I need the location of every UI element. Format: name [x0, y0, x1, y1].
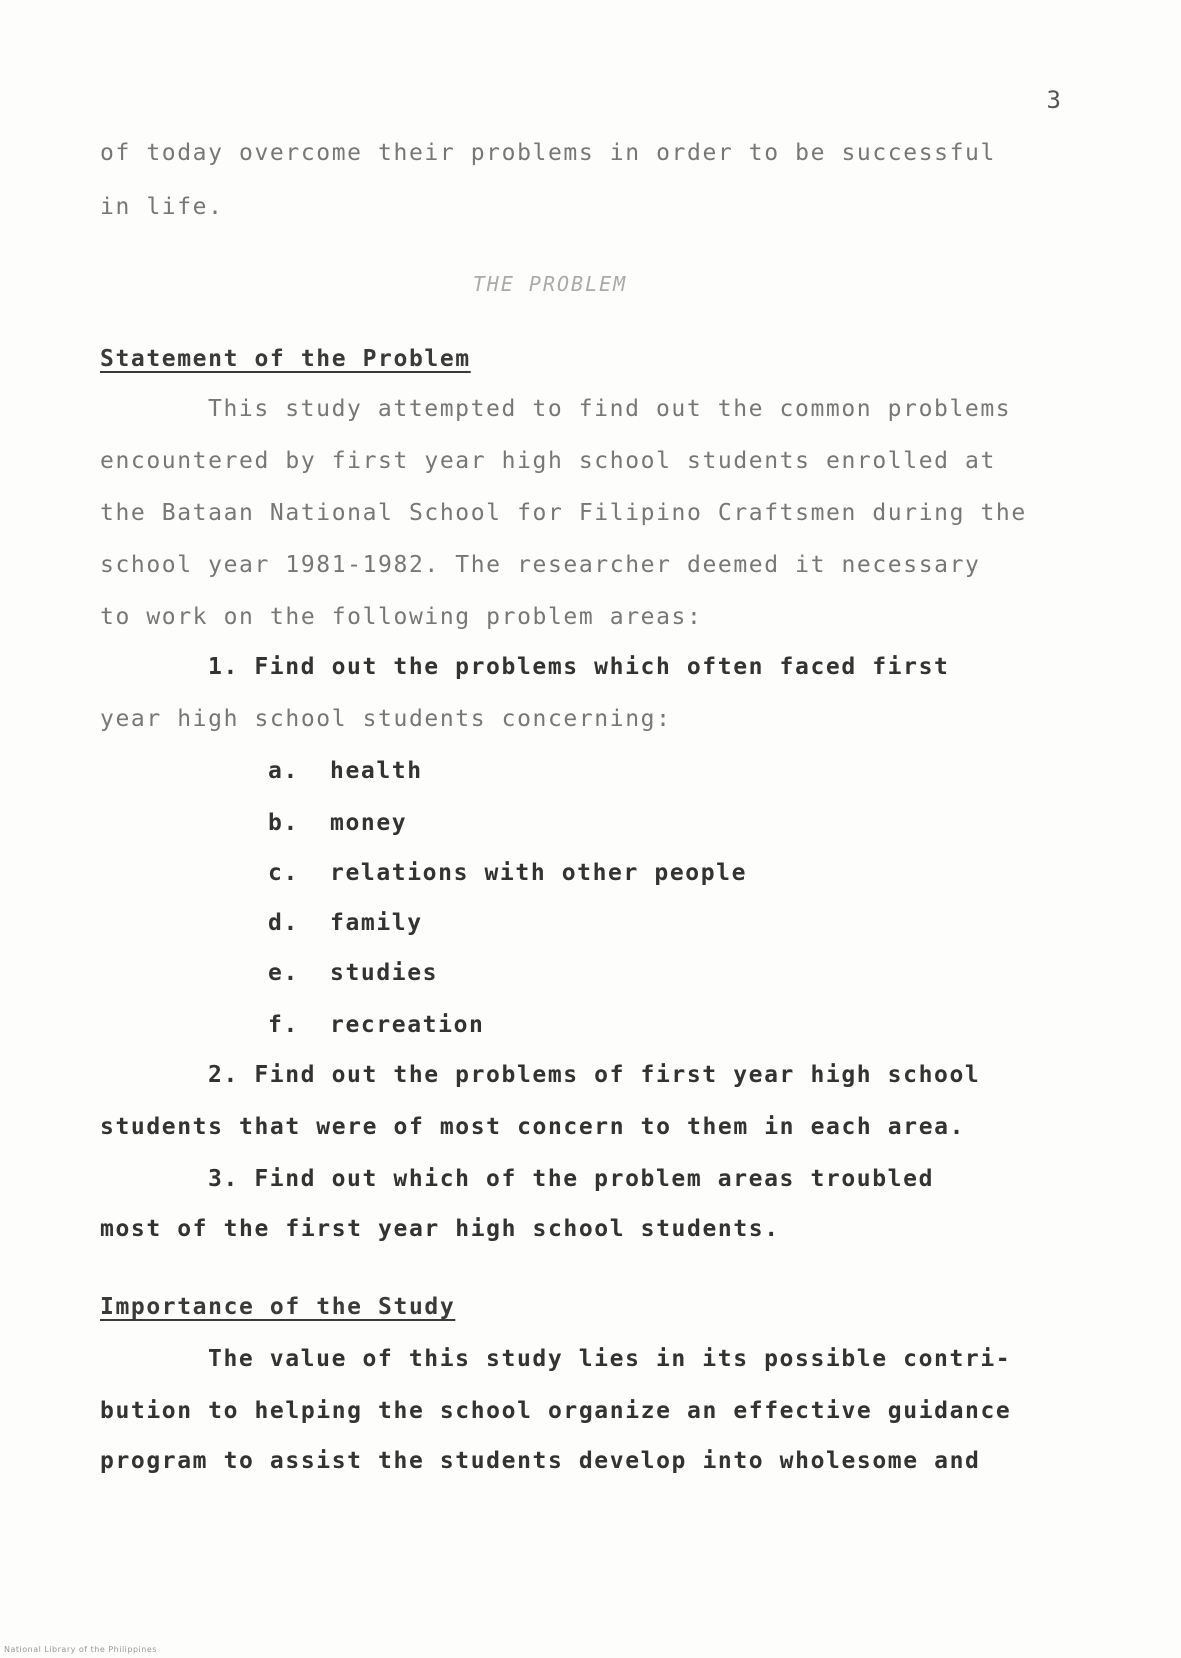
subitem-d [268, 910, 423, 936]
item-1-line-1: 1. Find out the problems which often faced first [208, 654, 950, 680]
statement-heading: Statement of the Problem [100, 346, 471, 372]
importance-heading: Importance of the Study [100, 1294, 456, 1320]
subitem-text: money [330, 810, 408, 836]
subitem-text: family [330, 910, 423, 936]
statement-line-1: This study attempted to find out the common problems [208, 396, 1012, 422]
archive-footer: National Library of the Philippines [4, 1645, 157, 1654]
subitem-letter: a. [268, 758, 299, 784]
subitem-a [268, 758, 423, 784]
importance-line-1: The value of this study lies in its possible contri- [208, 1346, 1012, 1372]
subitem-letter: f. [268, 1012, 299, 1038]
item-3-line-2: most of the first year high school students. [100, 1216, 780, 1242]
statement-line-3: the Bataan National School for Filipino Craftsmen during the [100, 500, 1027, 526]
subitem-text: health [330, 758, 423, 784]
intro-line-2: in life. [100, 194, 224, 220]
statement-line-5: to work on the following problem areas: [100, 604, 703, 630]
statement-line-4: school year 1981-1982. The researcher deemed it necessary [100, 552, 981, 578]
subitem-letter: d. [268, 910, 299, 936]
subitem-letter: b. [268, 810, 299, 836]
item-3-line-1: 3. Find out which of the problem areas troubled [208, 1166, 935, 1192]
subitem-e [268, 960, 438, 986]
page-number: 3 [1046, 86, 1061, 114]
importance-line-3: program to assist the students develop into wholesome and [100, 1448, 981, 1474]
subitem-b [268, 810, 407, 836]
subitem-text: studies [330, 960, 439, 986]
section-title: THE PROBLEM [472, 272, 628, 296]
item-1-line-2: year high school students concerning: [100, 706, 672, 732]
statement-line-2: encountered by first year high school students enrolled at [100, 448, 996, 474]
subitem-f [268, 1012, 484, 1038]
subitem-letter: c. [268, 860, 299, 886]
subitem-text: relations with other people [330, 860, 748, 886]
importance-line-2: bution to helping the school organize an effective guidance [100, 1398, 1012, 1424]
item-2-line-1: 2. Find out the problems of first year high school [208, 1062, 981, 1088]
subitem-c [268, 860, 747, 886]
subitem-text: recreation [330, 1012, 485, 1038]
intro-line-1: of today overcome their problems in order to be successful [100, 140, 996, 166]
subitem-letter: e. [268, 960, 299, 986]
item-2-line-2: students that were of most concern to them in each area. [100, 1114, 966, 1140]
